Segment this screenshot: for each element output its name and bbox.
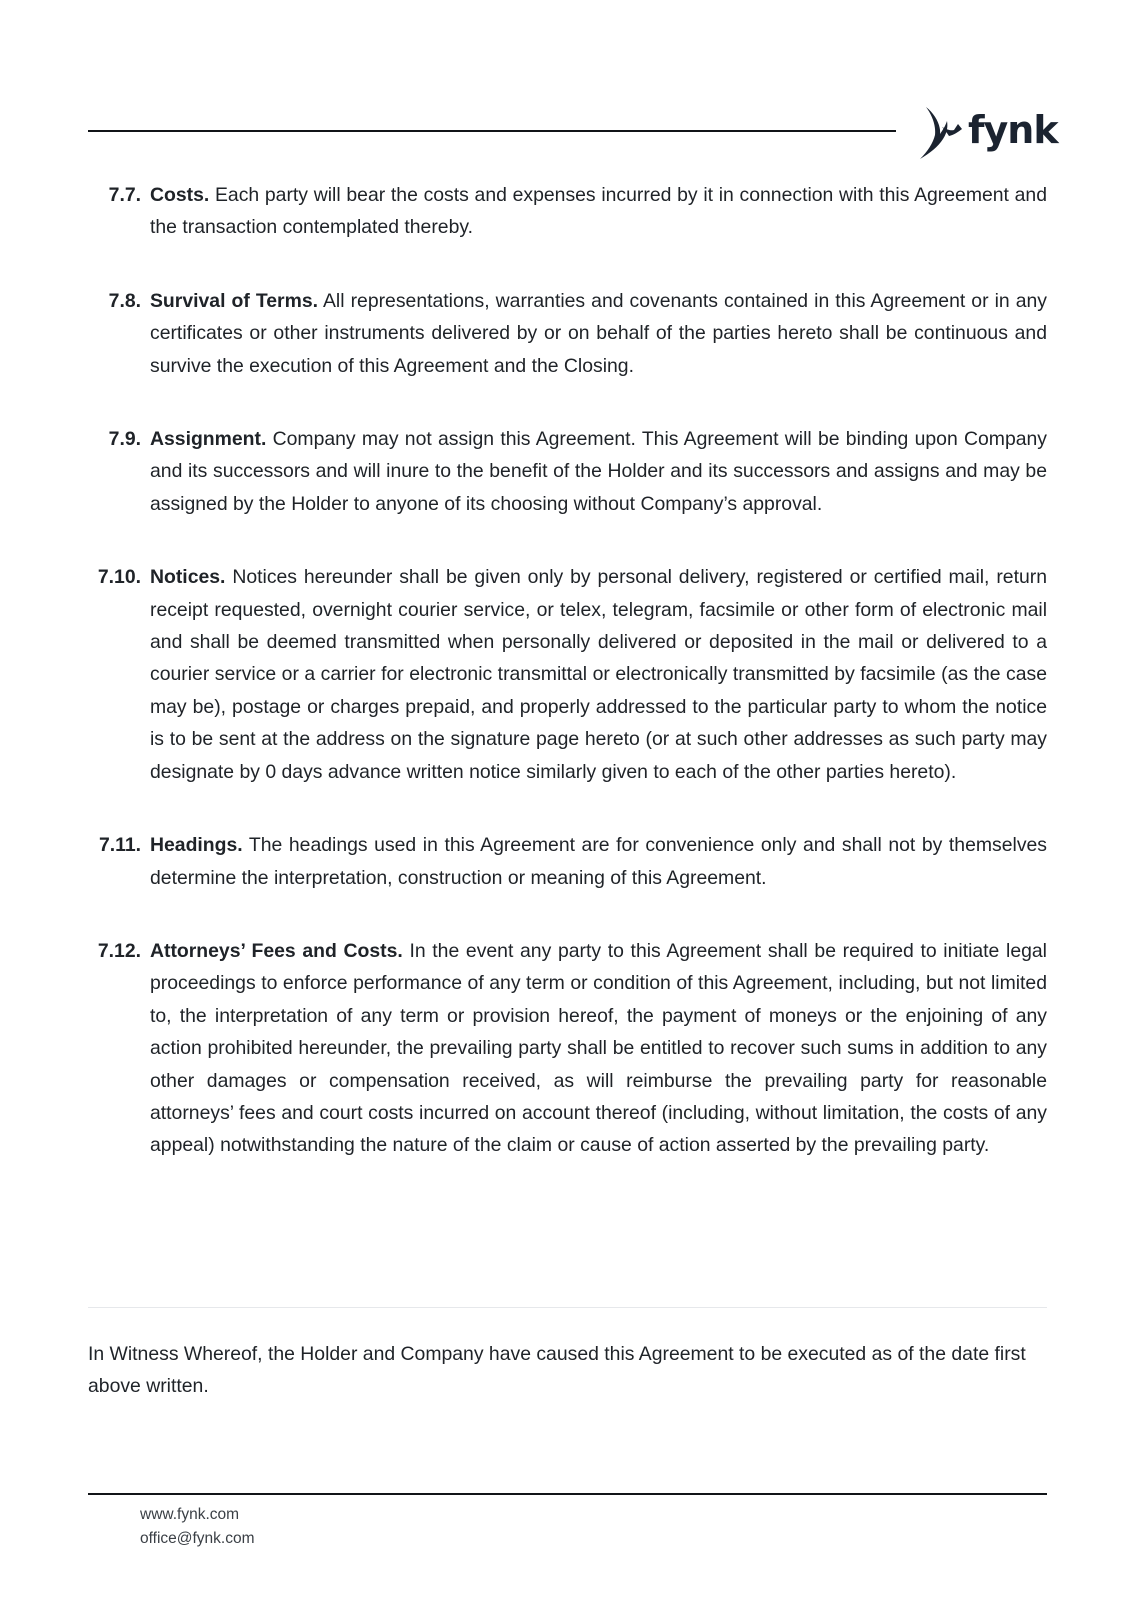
clause-body <box>150 285 1047 382</box>
footer-email[interactable]: office@fynk.com <box>140 1530 255 1547</box>
fynk-logo <box>918 103 1058 163</box>
clause-body <box>150 561 1047 788</box>
clause-title: Attorneys’ Fees and Costs. <box>150 939 403 962</box>
header-divider <box>88 130 896 132</box>
clause-title: Assignment. <box>150 428 267 451</box>
witness-statement: In Witness Whereof, the Holder and Company have caused this Agreement to be executed as of the date first above written. <box>88 1343 1026 1398</box>
clause-7-9 <box>88 423 1047 520</box>
clause-number: 7.9. <box>108 428 141 451</box>
clause-title: Costs. <box>150 184 210 206</box>
section-divider <box>88 1307 1047 1308</box>
clause-7-11 <box>88 829 1047 894</box>
clause-text: In the event any party to this Agreement shall be required to initiate legal proceedings to enforce performance of any term or condition of this Agreement, including, but not limited to, the interpretation of any term or provision hereof, the payment of moneys or the enjoining of any action prohibited hereunder, the prevailing party shall be entitled to recover such sums in addition to any other damages or compensation received, as will reimburse the prevailing party for reasonable attorneys’ fees and court costs incurred on account thereof (including, without limitation, the costs of any appeal) notwithstanding the nature of the claim or cause of action asserted by the prevailing party. <box>150 939 1047 1157</box>
clause-number: 7.8. <box>108 289 141 312</box>
bird-icon <box>918 105 966 161</box>
logo-wordmark: fynk <box>968 108 1058 152</box>
clause-title: Headings. <box>150 834 243 857</box>
clause-text: All representations, warranties and covenants contained in this Agreement or in any certificates or other instruments delivered by or on behalf of the parties hereto shall be continuous and survive the execution of this Agreement and the Closing. <box>150 289 1047 377</box>
clause-body <box>150 829 1047 894</box>
clause-number: 7.11. <box>98 834 141 857</box>
clause-7-10 <box>88 561 1047 788</box>
clause-text: The headings used in this Agreement are for convenience only and shall not by themselves determine the interpretation, construction or meaning of this Agreement. <box>150 834 1047 889</box>
clauses-list <box>88 179 1047 1203</box>
clause-body <box>150 423 1047 520</box>
clause-title: Survival of Terms. <box>150 289 318 312</box>
footer-divider <box>88 1493 1047 1495</box>
clause-number: 7.7. <box>108 184 141 206</box>
clause-title: Notices. <box>150 566 226 589</box>
clause-body <box>150 935 1047 1162</box>
clause-number: 7.10. <box>97 566 141 589</box>
clause-text: Company may not assign this Agreement. This Agreement will be binding upon Company and its successors and will inure to the benefit of the Holder and its successors and assigns and may be assigned by the Holder to anyone of its choosing without Company’s approval. <box>150 428 1047 515</box>
footer <box>140 1503 255 1551</box>
clause-7-8 <box>88 285 1047 382</box>
clause-text: Each party will bear the costs and expenses incurred by it in connection with this Agreement and the transaction contemplated thereby. <box>150 184 1047 239</box>
clause-7-7 <box>88 179 1047 244</box>
clause-body <box>150 179 1047 244</box>
clause-7-12 <box>88 935 1047 1162</box>
footer-website[interactable]: www.fynk.com <box>140 1506 240 1523</box>
clause-number: 7.12. <box>97 939 141 962</box>
clause-text: Notices hereunder shall be given only by personal delivery, registered or certified mail, return receipt requested, overnight courier service, or telex, telegram, facsimile or other form of electronic mail and shall be deemed transmitted when personally delivered or deposited in the mail or delivered to a courier service or a carrier for electronic transmittal or electronically transmitted by facsimile (as the case may be), postage or charges prepaid, and properly addressed to the particular party to whom the notice is to be sent at the address on the signature page hereto (or at such other addresses as such party may designate by 0 days advance written notice similarly given to each of the other parties hereto). <box>150 566 1047 783</box>
